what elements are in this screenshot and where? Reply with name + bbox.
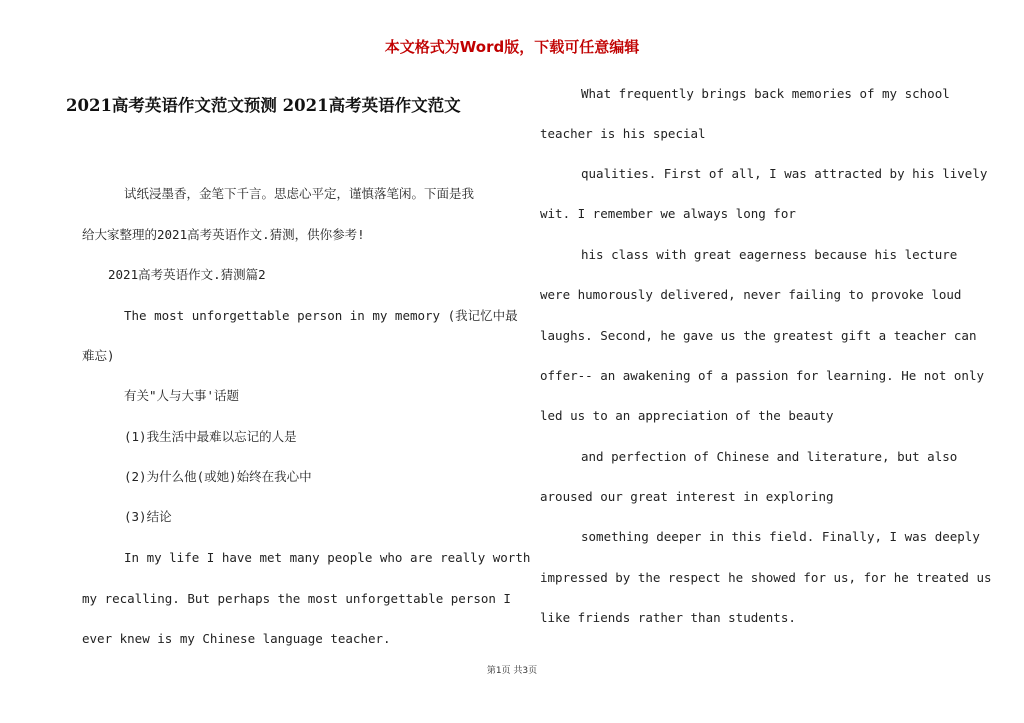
text-line: 给大家整理的2021高考英语作文.猜测，供你参考! — [82, 227, 365, 242]
word-format-banner: 本文格式为Word版，下载可任意编辑 — [384, 38, 640, 56]
text-line: offer-- an awakening of a passion for learning. He not only — [540, 368, 985, 383]
text-line: 试纸浸墨香，金笔下千言。思虑心平定，谨慎落笔闲。下面是我 — [124, 186, 475, 201]
text-line: 2021高考英语作文.猜测篇2 — [108, 267, 266, 282]
text-line: and perfection of Chinese and literature, but also — [581, 449, 958, 464]
text-line: led us to an appreciation of the beauty — [540, 408, 834, 423]
text-line: something deeper in this field. Finally, I was deeply — [581, 529, 980, 544]
page-title: 2021高考英语作文范文预测 2021高考英语作文范文 — [66, 96, 461, 115]
text-line: like friends rather than students. — [540, 610, 796, 625]
text-line: qualities. First of all, I was attracted by his lively — [581, 166, 988, 181]
text-line: my recalling. But perhaps the most unforgettable person I — [82, 591, 511, 606]
text-line: were humorously delivered, never failing to provoke loud — [540, 287, 962, 302]
text-line: laughs. Second, he gave us the greatest gift a teacher can — [540, 328, 977, 343]
text-line: aroused our great interest in exploring — [540, 489, 834, 504]
page-number: 第1页 共3页 — [486, 666, 538, 676]
text-line: his class with great eagerness because his lecture — [581, 247, 958, 262]
text-line: (1)我生活中最难以忘记的人是 — [124, 429, 297, 444]
text-line: The most unforgettable person in my memory (我记忆中最 — [124, 308, 518, 323]
text-line: teacher is his special — [540, 126, 706, 141]
text-line: wit. I remember we always long for — [540, 206, 796, 221]
text-line: In my life I have met many people who are really worth — [124, 550, 531, 565]
text-line: (2)为什么他(或她)始终在我心中 — [124, 469, 312, 484]
text-line: ever knew is my Chinese language teacher. — [82, 631, 391, 646]
text-line: (3)结论 — [124, 509, 172, 524]
text-line: 有关"人与大事'话题 — [124, 388, 240, 403]
text-line: impressed by the respect he showed for us, for he treated us — [540, 570, 992, 585]
text-line: What frequently brings back memories of my school — [581, 86, 950, 101]
text-line: 难忘) — [82, 348, 115, 363]
